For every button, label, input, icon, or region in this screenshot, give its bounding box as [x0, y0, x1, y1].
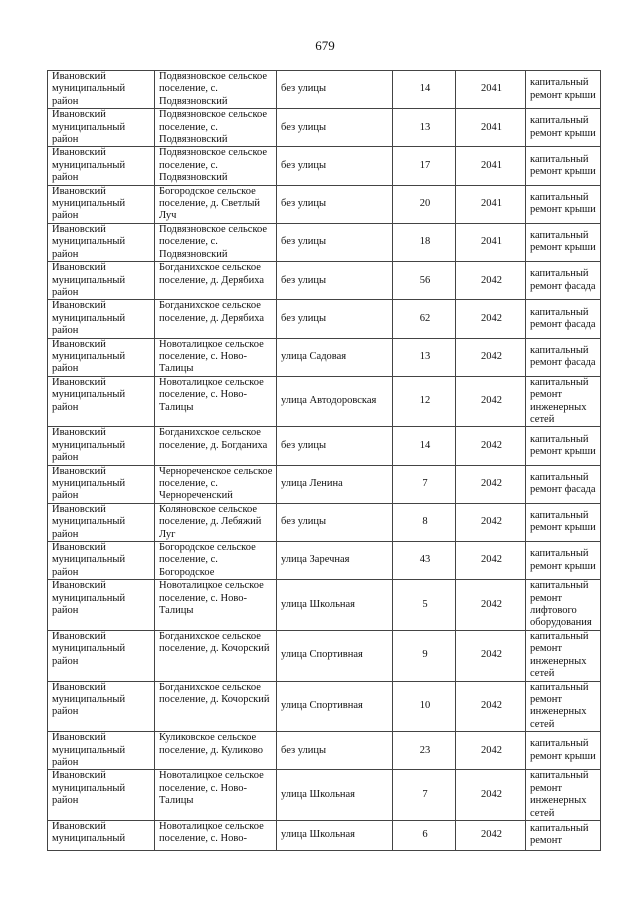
settlement-cell: Новоталицкое сельское поселение, с. Ново-Талицы — [155, 580, 277, 631]
house-number-cell: 56 — [393, 262, 456, 300]
work-type-cell: капитальный ремонт крыши — [526, 71, 601, 109]
house-number-cell: 20 — [393, 185, 456, 223]
table-row — [48, 147, 601, 185]
table-row — [48, 300, 601, 338]
work-type-cell: капитальный ремонт фасада — [526, 300, 601, 338]
street-cell: без улицы — [277, 427, 393, 465]
settlement-cell: Богородское сельское поселение, с. Богородское — [155, 542, 277, 580]
district-cell: Ивановский муниципальный район — [48, 185, 155, 223]
year-cell: 2042 — [456, 630, 526, 681]
table-row — [48, 223, 601, 261]
table-row — [48, 580, 601, 631]
work-type-cell: капитальный ремонт крыши — [526, 223, 601, 261]
settlement-cell: Богданихское сельское поселение, д. Дерябиха — [155, 262, 277, 300]
settlement-cell: Подвязновское сельское поселение, с. Подвязновский — [155, 109, 277, 147]
house-number-cell: 13 — [393, 109, 456, 147]
street-cell: без улицы — [277, 71, 393, 109]
settlement-cell: Куликовское сельское поселение, д. Куликово — [155, 732, 277, 770]
district-cell: Ивановский муниципальный район — [48, 300, 155, 338]
house-number-cell: 13 — [393, 338, 456, 376]
work-type-cell: капитальный ремонт инженерных сетей — [526, 376, 601, 427]
table-row — [48, 71, 601, 109]
district-cell: Ивановский муниципальный район — [48, 376, 155, 427]
street-cell: без улицы — [277, 147, 393, 185]
year-cell: 2042 — [456, 580, 526, 631]
table-row — [48, 820, 601, 850]
district-cell: Ивановский муниципальный район — [48, 542, 155, 580]
house-number-cell: 14 — [393, 71, 456, 109]
year-cell: 2042 — [456, 465, 526, 503]
street-cell: улица Школьная — [277, 770, 393, 821]
street-cell: улица Школьная — [277, 820, 393, 850]
year-cell: 2041 — [456, 147, 526, 185]
street-cell: улица Ленина — [277, 465, 393, 503]
work-type-cell: капитальный ремонт крыши — [526, 427, 601, 465]
work-type-cell: капитальный ремонт крыши — [526, 503, 601, 541]
district-cell: Ивановский муниципальный район — [48, 147, 155, 185]
year-cell: 2042 — [456, 262, 526, 300]
table-row — [48, 630, 601, 681]
work-type-cell: капитальный ремонт крыши — [526, 542, 601, 580]
year-cell: 2042 — [456, 732, 526, 770]
house-number-cell: 7 — [393, 770, 456, 821]
settlement-cell: Чернореченское сельское поселение, с. Чернореченский — [155, 465, 277, 503]
table-row — [48, 542, 601, 580]
street-cell: без улицы — [277, 185, 393, 223]
year-cell: 2042 — [456, 681, 526, 732]
settlement-cell: Богданихское сельское поселение, д. Кочорский — [155, 630, 277, 681]
table-row — [48, 732, 601, 770]
street-cell: без улицы — [277, 503, 393, 541]
table-row — [48, 427, 601, 465]
district-cell: Ивановский муниципальный район — [48, 770, 155, 821]
district-cell: Ивановский муниципальный район — [48, 223, 155, 261]
district-cell: Ивановский муниципальный район — [48, 109, 155, 147]
table-row — [48, 376, 601, 427]
settlement-cell: Подвязновское сельское поселение, с. Подвязновский — [155, 71, 277, 109]
settlement-cell: Богданихское сельское поселение, д. Кочорский — [155, 681, 277, 732]
work-type-cell: капитальный ремонт фасада — [526, 262, 601, 300]
house-number-cell: 12 — [393, 376, 456, 427]
work-type-cell: капитальный ремонт инженерных сетей — [526, 770, 601, 821]
work-type-cell: капитальный ремонт лифтового оборудования — [526, 580, 601, 631]
house-number-cell: 7 — [393, 465, 456, 503]
work-type-cell: капитальный ремонт инженерных сетей — [526, 630, 601, 681]
street-cell: улица Автодоровская — [277, 376, 393, 427]
table-row — [48, 465, 601, 503]
street-cell: без улицы — [277, 300, 393, 338]
work-type-cell: капитальный ремонт крыши — [526, 185, 601, 223]
house-number-cell: 5 — [393, 580, 456, 631]
table-row — [48, 770, 601, 821]
street-cell: без улицы — [277, 732, 393, 770]
work-type-cell: капитальный ремонт — [526, 820, 601, 850]
work-type-cell: капитальный ремонт инженерных сетей — [526, 681, 601, 732]
settlement-cell: Новоталицкое сельское поселение, с. Ново-Талицы — [155, 770, 277, 821]
year-cell: 2041 — [456, 185, 526, 223]
street-cell: улица Спортивная — [277, 630, 393, 681]
street-cell: без улицы — [277, 223, 393, 261]
district-cell: Ивановский муниципальный район — [48, 338, 155, 376]
house-number-cell: 43 — [393, 542, 456, 580]
district-cell: Ивановский муниципальный район — [48, 71, 155, 109]
street-cell: улица Заречная — [277, 542, 393, 580]
settlement-cell: Богданихское сельское поселение, д. Богданиха — [155, 427, 277, 465]
house-number-cell: 9 — [393, 630, 456, 681]
year-cell: 2042 — [456, 770, 526, 821]
house-number-cell: 10 — [393, 681, 456, 732]
table-row — [48, 185, 601, 223]
table-row — [48, 338, 601, 376]
district-cell: Ивановский муниципальный район — [48, 465, 155, 503]
district-cell: Ивановский муниципальный район — [48, 630, 155, 681]
settlement-cell: Подвязновское сельское поселение, с. Подвязновский — [155, 223, 277, 261]
year-cell: 2041 — [456, 109, 526, 147]
house-number-cell: 8 — [393, 503, 456, 541]
year-cell: 2042 — [456, 542, 526, 580]
page-number: 679 — [315, 38, 335, 53]
settlement-cell: Богородское сельское поселение, д. Светлый Луч — [155, 185, 277, 223]
district-cell: Ивановский муниципальный район — [48, 580, 155, 631]
house-number-cell: 23 — [393, 732, 456, 770]
settlement-cell: Коляновское сельское поселение, д. Лебяжий Луг — [155, 503, 277, 541]
district-cell: Ивановский муниципальный район — [48, 681, 155, 732]
table-row — [48, 262, 601, 300]
street-cell: улица Школьная — [277, 580, 393, 631]
year-cell: 2042 — [456, 338, 526, 376]
year-cell: 2042 — [456, 376, 526, 427]
housing-repair-table — [47, 70, 601, 851]
settlement-cell: Подвязновское сельское поселение, с. Подвязновский — [155, 147, 277, 185]
year-cell: 2042 — [456, 427, 526, 465]
house-number-cell: 62 — [393, 300, 456, 338]
year-cell: 2042 — [456, 300, 526, 338]
house-number-cell: 18 — [393, 223, 456, 261]
year-cell: 2041 — [456, 223, 526, 261]
district-cell: Ивановский муниципальный район — [48, 503, 155, 541]
house-number-cell: 14 — [393, 427, 456, 465]
district-cell: Ивановский муниципальный район — [48, 732, 155, 770]
settlement-cell: Новоталицкое сельское поселение, с. Ново-Талицы — [155, 376, 277, 427]
work-type-cell: капитальный ремонт фасада — [526, 465, 601, 503]
street-cell: без улицы — [277, 109, 393, 147]
street-cell: без улицы — [277, 262, 393, 300]
work-type-cell: капитальный ремонт крыши — [526, 147, 601, 185]
district-cell: Ивановский муниципальный район — [48, 262, 155, 300]
table-row — [48, 109, 601, 147]
district-cell: Ивановский муниципальный район — [48, 427, 155, 465]
settlement-cell: Новоталицкое сельское поселение, с. Ново-Талицы — [155, 338, 277, 376]
house-number-cell: 17 — [393, 147, 456, 185]
year-cell: 2042 — [456, 820, 526, 850]
table-row — [48, 503, 601, 541]
work-type-cell: капитальный ремонт фасада — [526, 338, 601, 376]
street-cell: улица Садовая — [277, 338, 393, 376]
table-row — [48, 681, 601, 732]
house-number-cell: 6 — [393, 820, 456, 850]
district-cell: Ивановский муниципальный — [48, 820, 155, 850]
work-type-cell: капитальный ремонт крыши — [526, 109, 601, 147]
work-type-cell: капитальный ремонт крыши — [526, 732, 601, 770]
settlement-cell: Новоталицкое сельское поселение, с. Ново- — [155, 820, 277, 850]
street-cell: улица Спортивная — [277, 681, 393, 732]
year-cell: 2042 — [456, 503, 526, 541]
year-cell: 2041 — [456, 71, 526, 109]
settlement-cell: Богданихское сельское поселение, д. Дерябиха — [155, 300, 277, 338]
